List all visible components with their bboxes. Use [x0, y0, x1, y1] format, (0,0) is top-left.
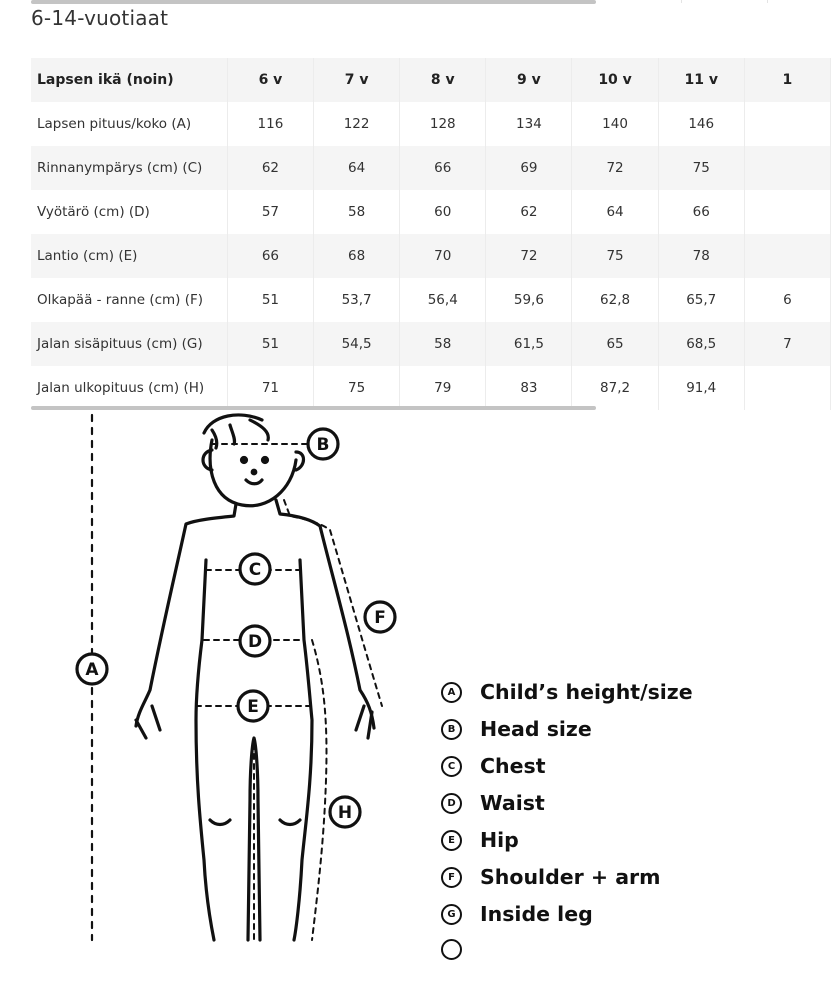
- header-cell: Lapsen ikä (noin): [31, 58, 227, 102]
- table-previous-edge: [596, 0, 772, 3]
- table-cell: 64: [572, 190, 658, 234]
- table-cell: 65,7: [658, 278, 744, 322]
- legend-item-b: [441, 714, 592, 744]
- legend-label: Shoulder + arm: [480, 865, 661, 889]
- legend-item-d: [441, 788, 545, 818]
- table-cell: 75: [314, 366, 400, 410]
- header-cell: 11 v: [658, 58, 744, 102]
- table-cell: 79: [400, 366, 486, 410]
- marker-f: [365, 602, 395, 632]
- size-table-scroll-container[interactable]: [31, 58, 793, 410]
- table-cell: 128: [400, 102, 486, 146]
- marker-a: [77, 654, 107, 684]
- svg-text:E: E: [247, 697, 259, 717]
- table-cell: 68,5: [658, 322, 744, 366]
- table-cell: 75: [572, 234, 658, 278]
- table-cell: [744, 190, 830, 234]
- eye-right: [263, 458, 268, 463]
- table-cell: 87,2: [572, 366, 658, 410]
- row-label: Olkapää - ranne (cm) (F): [31, 278, 227, 322]
- table-cell: 71: [227, 366, 313, 410]
- table-cell: 61,5: [486, 322, 572, 366]
- table-cell: [744, 234, 830, 278]
- table-cell: 60: [400, 190, 486, 234]
- table-row: [31, 146, 831, 190]
- table-cell: 58: [400, 322, 486, 366]
- row-label: Lantio (cm) (E): [31, 234, 227, 278]
- row-label: Rinnanympärys (cm) (C): [31, 146, 227, 190]
- table-cell: 78: [658, 234, 744, 278]
- svg-text:H: H: [337, 803, 353, 823]
- legend-label: Head size: [480, 717, 592, 741]
- legend-badge-b: B: [441, 719, 462, 740]
- svg-text:C: C: [248, 560, 262, 580]
- row-label: Vyötärö (cm) (D): [31, 190, 227, 234]
- table-cell: 62: [486, 190, 572, 234]
- table-cell: 134: [486, 102, 572, 146]
- table-cell: 140: [572, 102, 658, 146]
- table-cell: 59,6: [486, 278, 572, 322]
- legend-item-a: [441, 677, 693, 707]
- svg-text:F: F: [374, 608, 386, 628]
- row-label: Jalan ulkopituus (cm) (H): [31, 366, 227, 410]
- table-cell: 66: [400, 146, 486, 190]
- table-row: [31, 366, 831, 410]
- marker-b: [308, 429, 338, 459]
- right-leg-outline: [294, 560, 312, 940]
- table-cell: 70: [400, 234, 486, 278]
- measurement-legend: [441, 672, 761, 940]
- table-cell: 66: [227, 234, 313, 278]
- left-arm-outline: [136, 504, 236, 726]
- header-cell: 8 v: [400, 58, 486, 102]
- marker-e: [238, 691, 268, 721]
- header-cell: 7 v: [314, 58, 400, 102]
- shoulder-arm-line: [284, 500, 382, 706]
- table-cell: [744, 366, 830, 410]
- row-label: Lapsen pituus/koko (A): [31, 102, 227, 146]
- table-cell: 7: [744, 322, 830, 366]
- legend-badge-e: E: [441, 830, 462, 851]
- table-cell: 83: [486, 366, 572, 410]
- size-table: [31, 58, 831, 410]
- header-cell: 9 v: [486, 58, 572, 102]
- table-row: [31, 190, 831, 234]
- header-cell: 10 v: [572, 58, 658, 102]
- table-row: [31, 322, 831, 366]
- marker-d: [240, 626, 270, 656]
- table-cell: 146: [658, 102, 744, 146]
- legend-badge-cutoff: [441, 939, 462, 960]
- legend-badge-d: D: [441, 793, 462, 814]
- table-cell: 65: [572, 322, 658, 366]
- header-cell: 1: [744, 58, 830, 102]
- legend-item-c: [441, 751, 546, 781]
- outside-leg-line: [312, 640, 326, 940]
- marker-c: [240, 554, 270, 584]
- svg-text:D: D: [247, 632, 263, 652]
- legend-badge-f: F: [441, 867, 462, 888]
- table-cell: 58: [314, 190, 400, 234]
- table-row: [31, 234, 831, 278]
- knees-outline: [210, 820, 300, 825]
- table-cell: 75: [658, 146, 744, 190]
- table-cell: 66: [658, 190, 744, 234]
- table-cell: 51: [227, 278, 313, 322]
- table-cell: 51: [227, 322, 313, 366]
- legend-badge-a: A: [441, 682, 462, 703]
- legend-label: Inside leg: [480, 902, 593, 926]
- table-cell: [744, 146, 830, 190]
- ears-outline: [203, 450, 304, 470]
- legend-label: Child’s height/size: [480, 680, 693, 704]
- eye-left: [242, 458, 247, 463]
- row-label: Jalan sisäpituus (cm) (G): [31, 322, 227, 366]
- table-cell: 72: [572, 146, 658, 190]
- mouth: [246, 480, 262, 484]
- table-row: [31, 102, 831, 146]
- table-cell: 62,8: [572, 278, 658, 322]
- table-cell: 57: [227, 190, 313, 234]
- table-header-row: [31, 58, 831, 102]
- legend-badge-g: G: [441, 904, 462, 925]
- table-cell: 53,7: [314, 278, 400, 322]
- table-cell: [744, 102, 830, 146]
- header-cell: 6 v: [227, 58, 313, 102]
- table-cell: 69: [486, 146, 572, 190]
- svg-text:B: B: [316, 435, 330, 455]
- legend-label: Hip: [480, 828, 519, 852]
- table-cell: 6: [744, 278, 830, 322]
- left-leg-outline: [196, 560, 214, 940]
- table-cell: 91,4: [658, 366, 744, 410]
- section-heading: 6-14-vuotiaat: [31, 6, 169, 30]
- table-row: [31, 278, 831, 322]
- table-cell: 122: [314, 102, 400, 146]
- table-cell: 68: [314, 234, 400, 278]
- table-cell: 54,5: [314, 322, 400, 366]
- legend-item-g: [441, 899, 593, 929]
- right-arm-outline: [276, 500, 374, 728]
- svg-text:A: A: [85, 660, 99, 680]
- table-cell: 64: [314, 146, 400, 190]
- marker-h: [330, 797, 360, 827]
- legend-badge-c: C: [441, 756, 462, 777]
- legend-item-cutoff: [441, 934, 480, 964]
- legend-label: Chest: [480, 754, 546, 778]
- table-cell: 72: [486, 234, 572, 278]
- legend-item-e: [441, 825, 519, 855]
- table-cell: 56,4: [400, 278, 486, 322]
- legend-item-f: [441, 862, 661, 892]
- nose: [252, 470, 256, 474]
- table-cell: 62: [227, 146, 313, 190]
- table-cell: 116: [227, 102, 313, 146]
- legend-label: Waist: [480, 791, 545, 815]
